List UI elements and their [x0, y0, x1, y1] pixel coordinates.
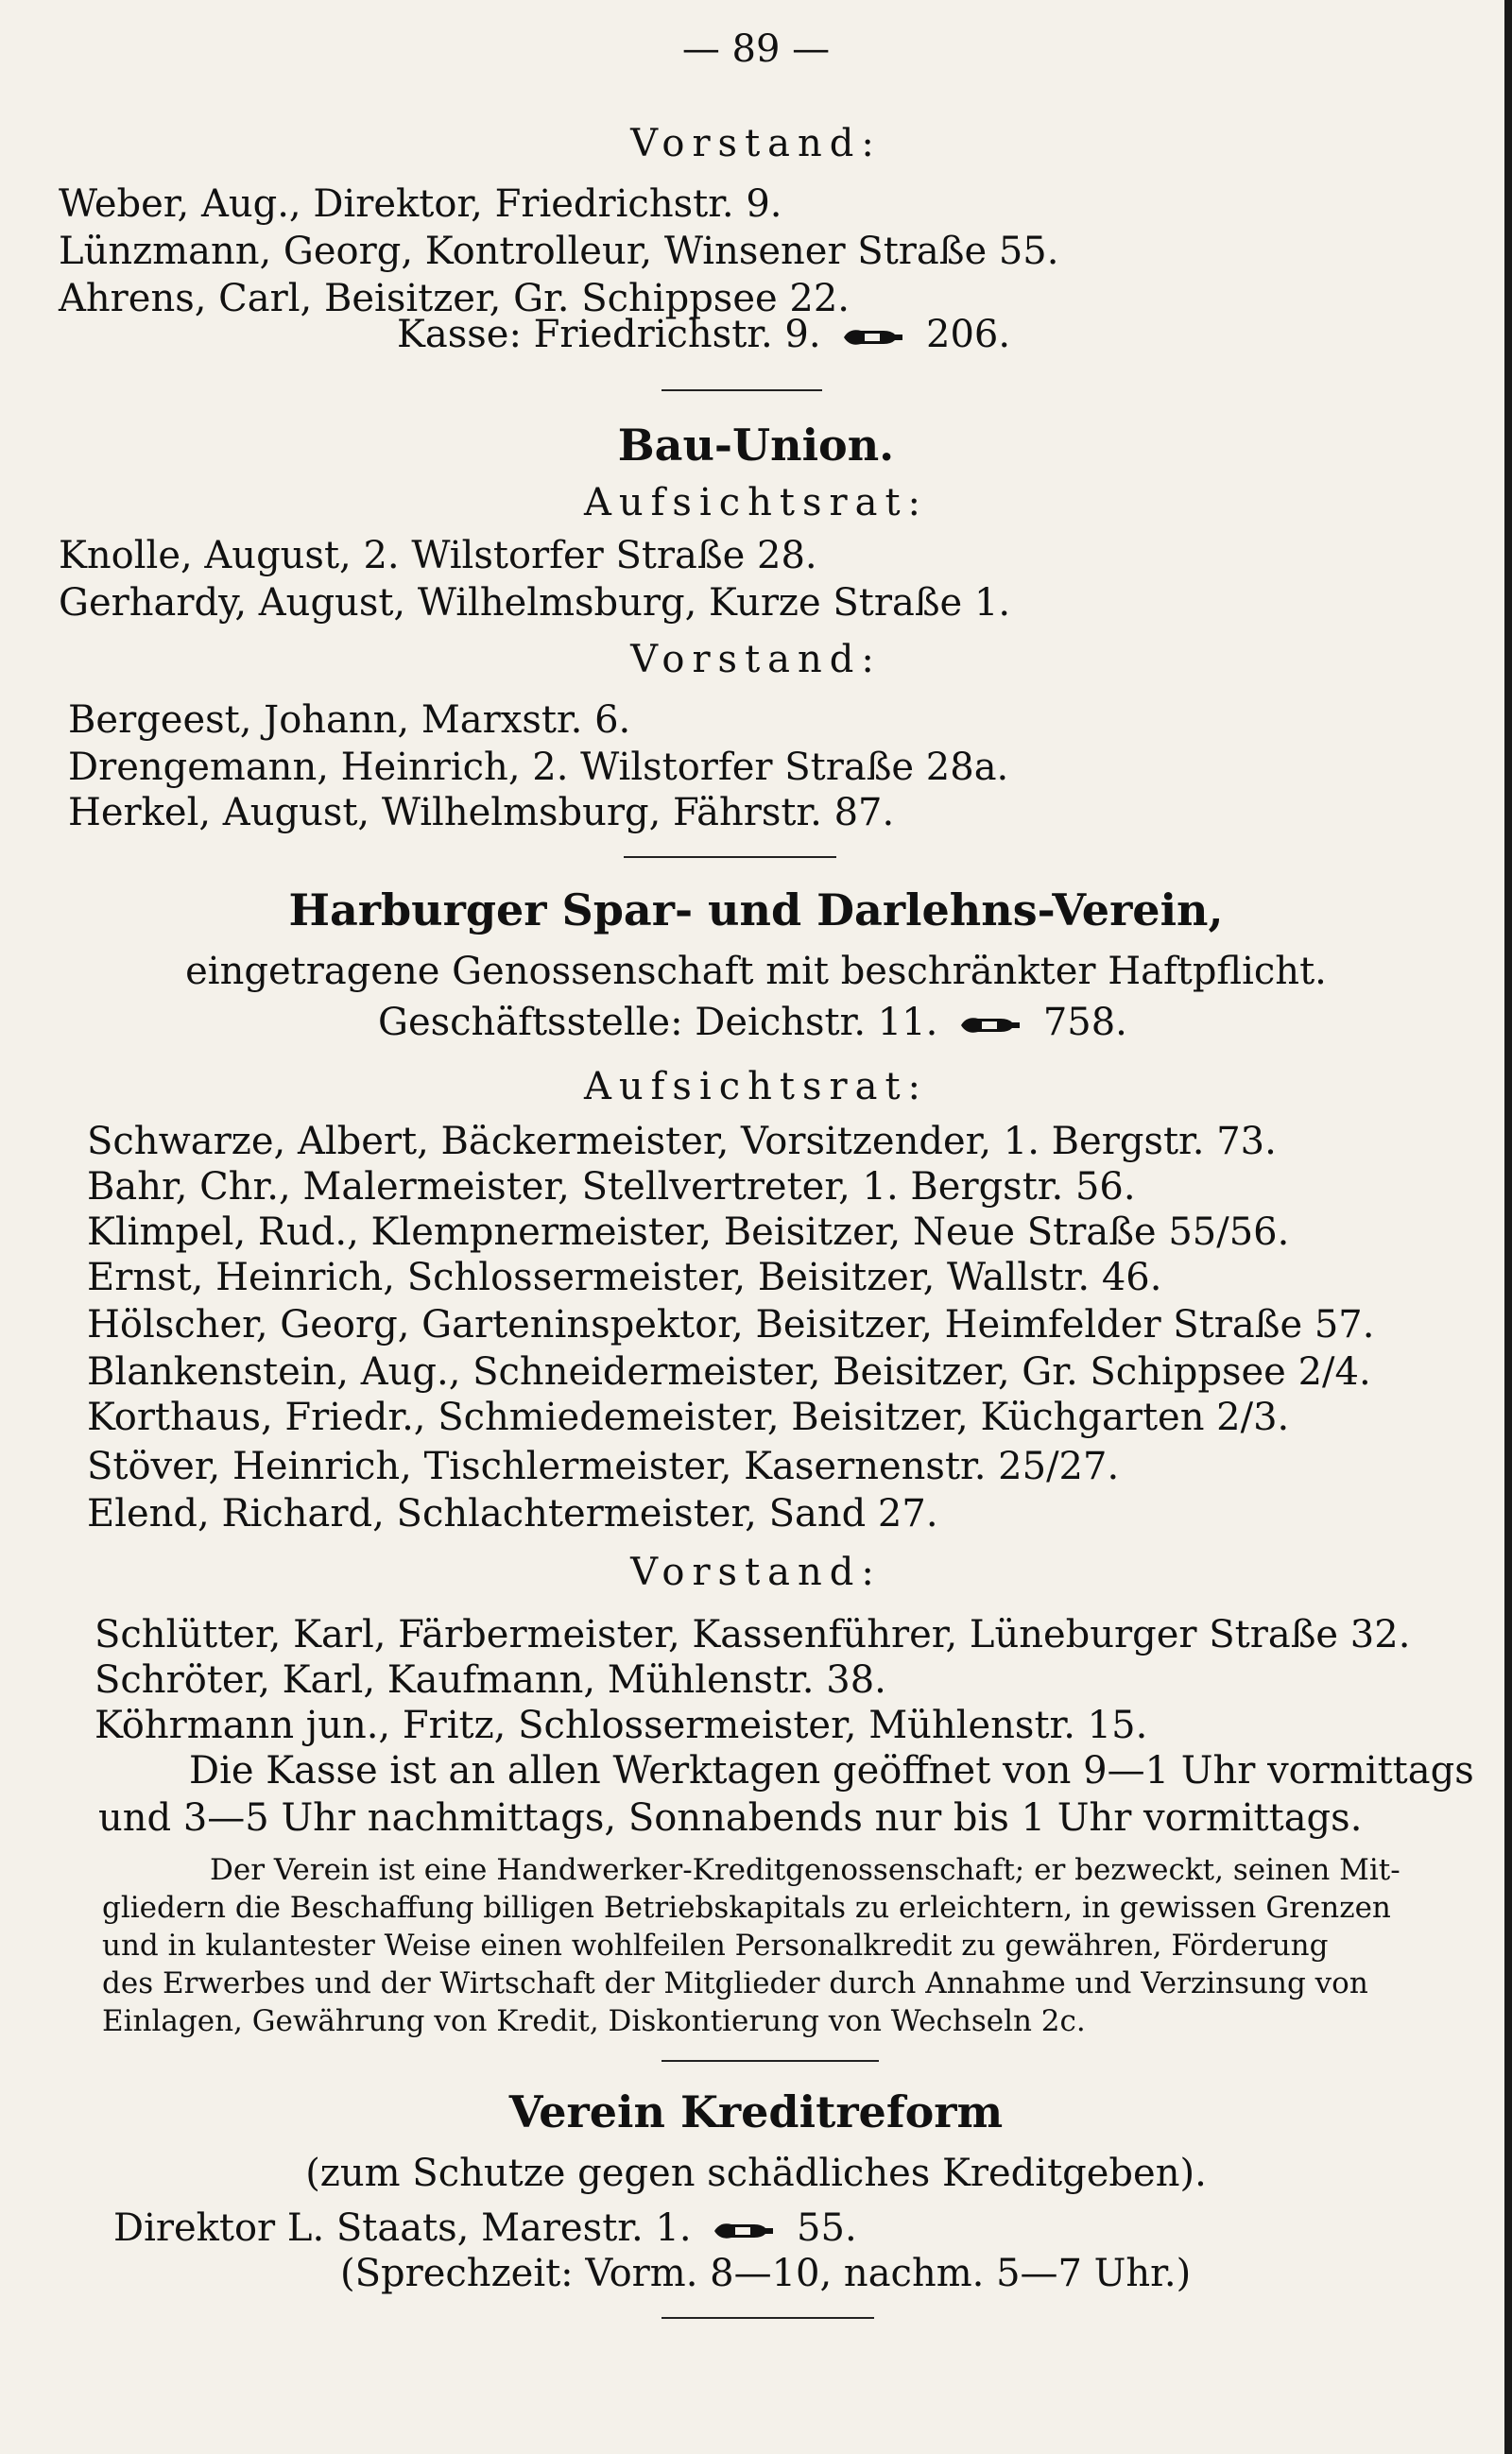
list-item: Hölscher, Georg, Garteninspektor, Beisitzer, Heimfelder Straße 57. [87, 1303, 1375, 1347]
note-text: des Erwerbes und der Wirtschaft der Mitglieder durch Annahme und Verzinsung von [102, 1966, 1368, 2000]
divider [662, 2060, 879, 2062]
list-item: Herkel, August, Wilhelmsburg, Fährstr. 87. [68, 791, 895, 834]
page-number: — 89 — [681, 27, 831, 71]
director-address: Direktor L. Staats, Marestr. 1. [113, 2206, 692, 2250]
opening-hours: Die Kasse ist an allen Werktagen geöffnet von 9—1 Uhr vormittags [189, 1749, 1474, 1793]
list-item: Lünzmann, Georg, Kontrolleur, Winsener Straße 55. [59, 230, 1059, 273]
list-item: Bahr, Chr., Malermeister, Stellvertreter, 1. Bergstr. 56. [87, 1165, 1136, 1209]
list-item: Knolle, August, 2. Wilstorfer Straße 28. [59, 534, 817, 577]
list-item: Schlütter, Karl, Färbermeister, Kassenführer, Lüneburger Straße 32. [94, 1613, 1411, 1656]
list-item: Elend, Richard, Schlachtermeister, Sand 27. [87, 1492, 938, 1536]
list-item: Klimpel, Rud., Klempnermeister, Beisitzer, Neue Straße 55/56. [87, 1210, 1290, 1254]
telephone-icon [713, 2219, 775, 2243]
office-phone: 758. [1042, 1001, 1127, 1044]
list-item: Weber, Aug., Direktor, Friedrichstr. 9. [59, 182, 782, 226]
note-text: gliedern die Beschaffung billigen Betriebskapitals zu erleichtern, in gewissen Grenzen [102, 1891, 1391, 1925]
director-line [113, 2205, 857, 2251]
telephone-icon [842, 325, 904, 350]
list-item: Bergeest, Johann, Marxstr. 6. [68, 698, 631, 742]
kasse-phone: 206. [926, 313, 1011, 356]
vorstand-heading: Vorstand: [630, 1551, 882, 1594]
spar-verein-title: Harburger Spar- und Darlehns-Verein, [288, 884, 1224, 935]
list-item: Blankenstein, Aug., Schneidermeister, Beisitzer, Gr. Schippsee 2/4. [87, 1350, 1371, 1394]
list-item: Ernst, Heinrich, Schlossermeister, Beisitzer, Wallstr. 46. [87, 1256, 1162, 1299]
office-hours: (Sprechzeit: Vorm. 8—10, nachm. 5—7 Uhr.) [340, 2252, 1192, 2295]
director-phone: 55. [797, 2206, 857, 2250]
telephone-icon [959, 1013, 1022, 1038]
list-item: Korthaus, Friedr., Schmiedemeister, Beisitzer, Küchgarten 2/3. [87, 1396, 1290, 1439]
list-item: Ahrens, Carl, Beisitzer, Gr. Schippsee 22. [59, 277, 850, 320]
list-item: Köhrmann jun., Fritz, Schlossermeister, Mühlenstr. 15. [94, 1704, 1148, 1747]
page-edge [1504, 0, 1512, 2454]
vorstand-heading: Vorstand: [630, 122, 882, 165]
list-item: Stöver, Heinrich, Tischlermeister, Kasernenstr. 25/27. [87, 1445, 1120, 1488]
bau-union-title: Bau-Union. [617, 420, 895, 471]
list-item: Schröter, Karl, Kaufmann, Mühlenstr. 38. [94, 1658, 886, 1702]
kasse-address: Kasse: Friedrichstr. 9. [397, 313, 821, 356]
kasse-line [397, 312, 1010, 357]
office-address: Geschäftsstelle: Deichstr. 11. [378, 1001, 938, 1044]
note-text: Einlagen, Gewährung von Kredit, Diskontierung von Wechseln 2c. [102, 2004, 1086, 2038]
note-text: Der Verein ist eine Handwerker-Kreditgenossenschaft; er bezweckt, seinen Mit- [210, 1853, 1400, 1887]
divider [624, 856, 836, 858]
spar-verein-subtitle: eingetragene Genossenschaft mit beschränkter Haftpflicht. [185, 950, 1327, 993]
divider [662, 2317, 874, 2319]
list-item: Schwarze, Albert, Bäckermeister, Vorsitzender, 1. Bergstr. 73. [87, 1120, 1277, 1163]
kreditreform-subtitle: (zum Schutze gegen schädliches Kreditgeben). [305, 2152, 1207, 2195]
list-item: Gerhardy, August, Wilhelmsburg, Kurze Straße 1. [59, 581, 1011, 625]
aufsichtsrat-heading: Aufsichtsrat: [583, 1065, 929, 1108]
note-text: und in kulantester Weise einen wohlfeilen Personalkredit zu gewähren, Förderung [102, 1929, 1329, 1963]
vorstand-heading: Vorstand: [630, 638, 882, 681]
office-line [378, 1000, 1127, 1045]
list-item: Drengemann, Heinrich, 2. Wilstorfer Straße 28a. [68, 746, 1009, 789]
divider [662, 389, 822, 391]
kreditreform-title: Verein Kreditreform [508, 2086, 1004, 2137]
opening-hours: und 3—5 Uhr nachmittags, Sonnabends nur bis 1 Uhr vormittags. [98, 1796, 1363, 1840]
aufsichtsrat-heading: Aufsichtsrat: [583, 481, 929, 524]
